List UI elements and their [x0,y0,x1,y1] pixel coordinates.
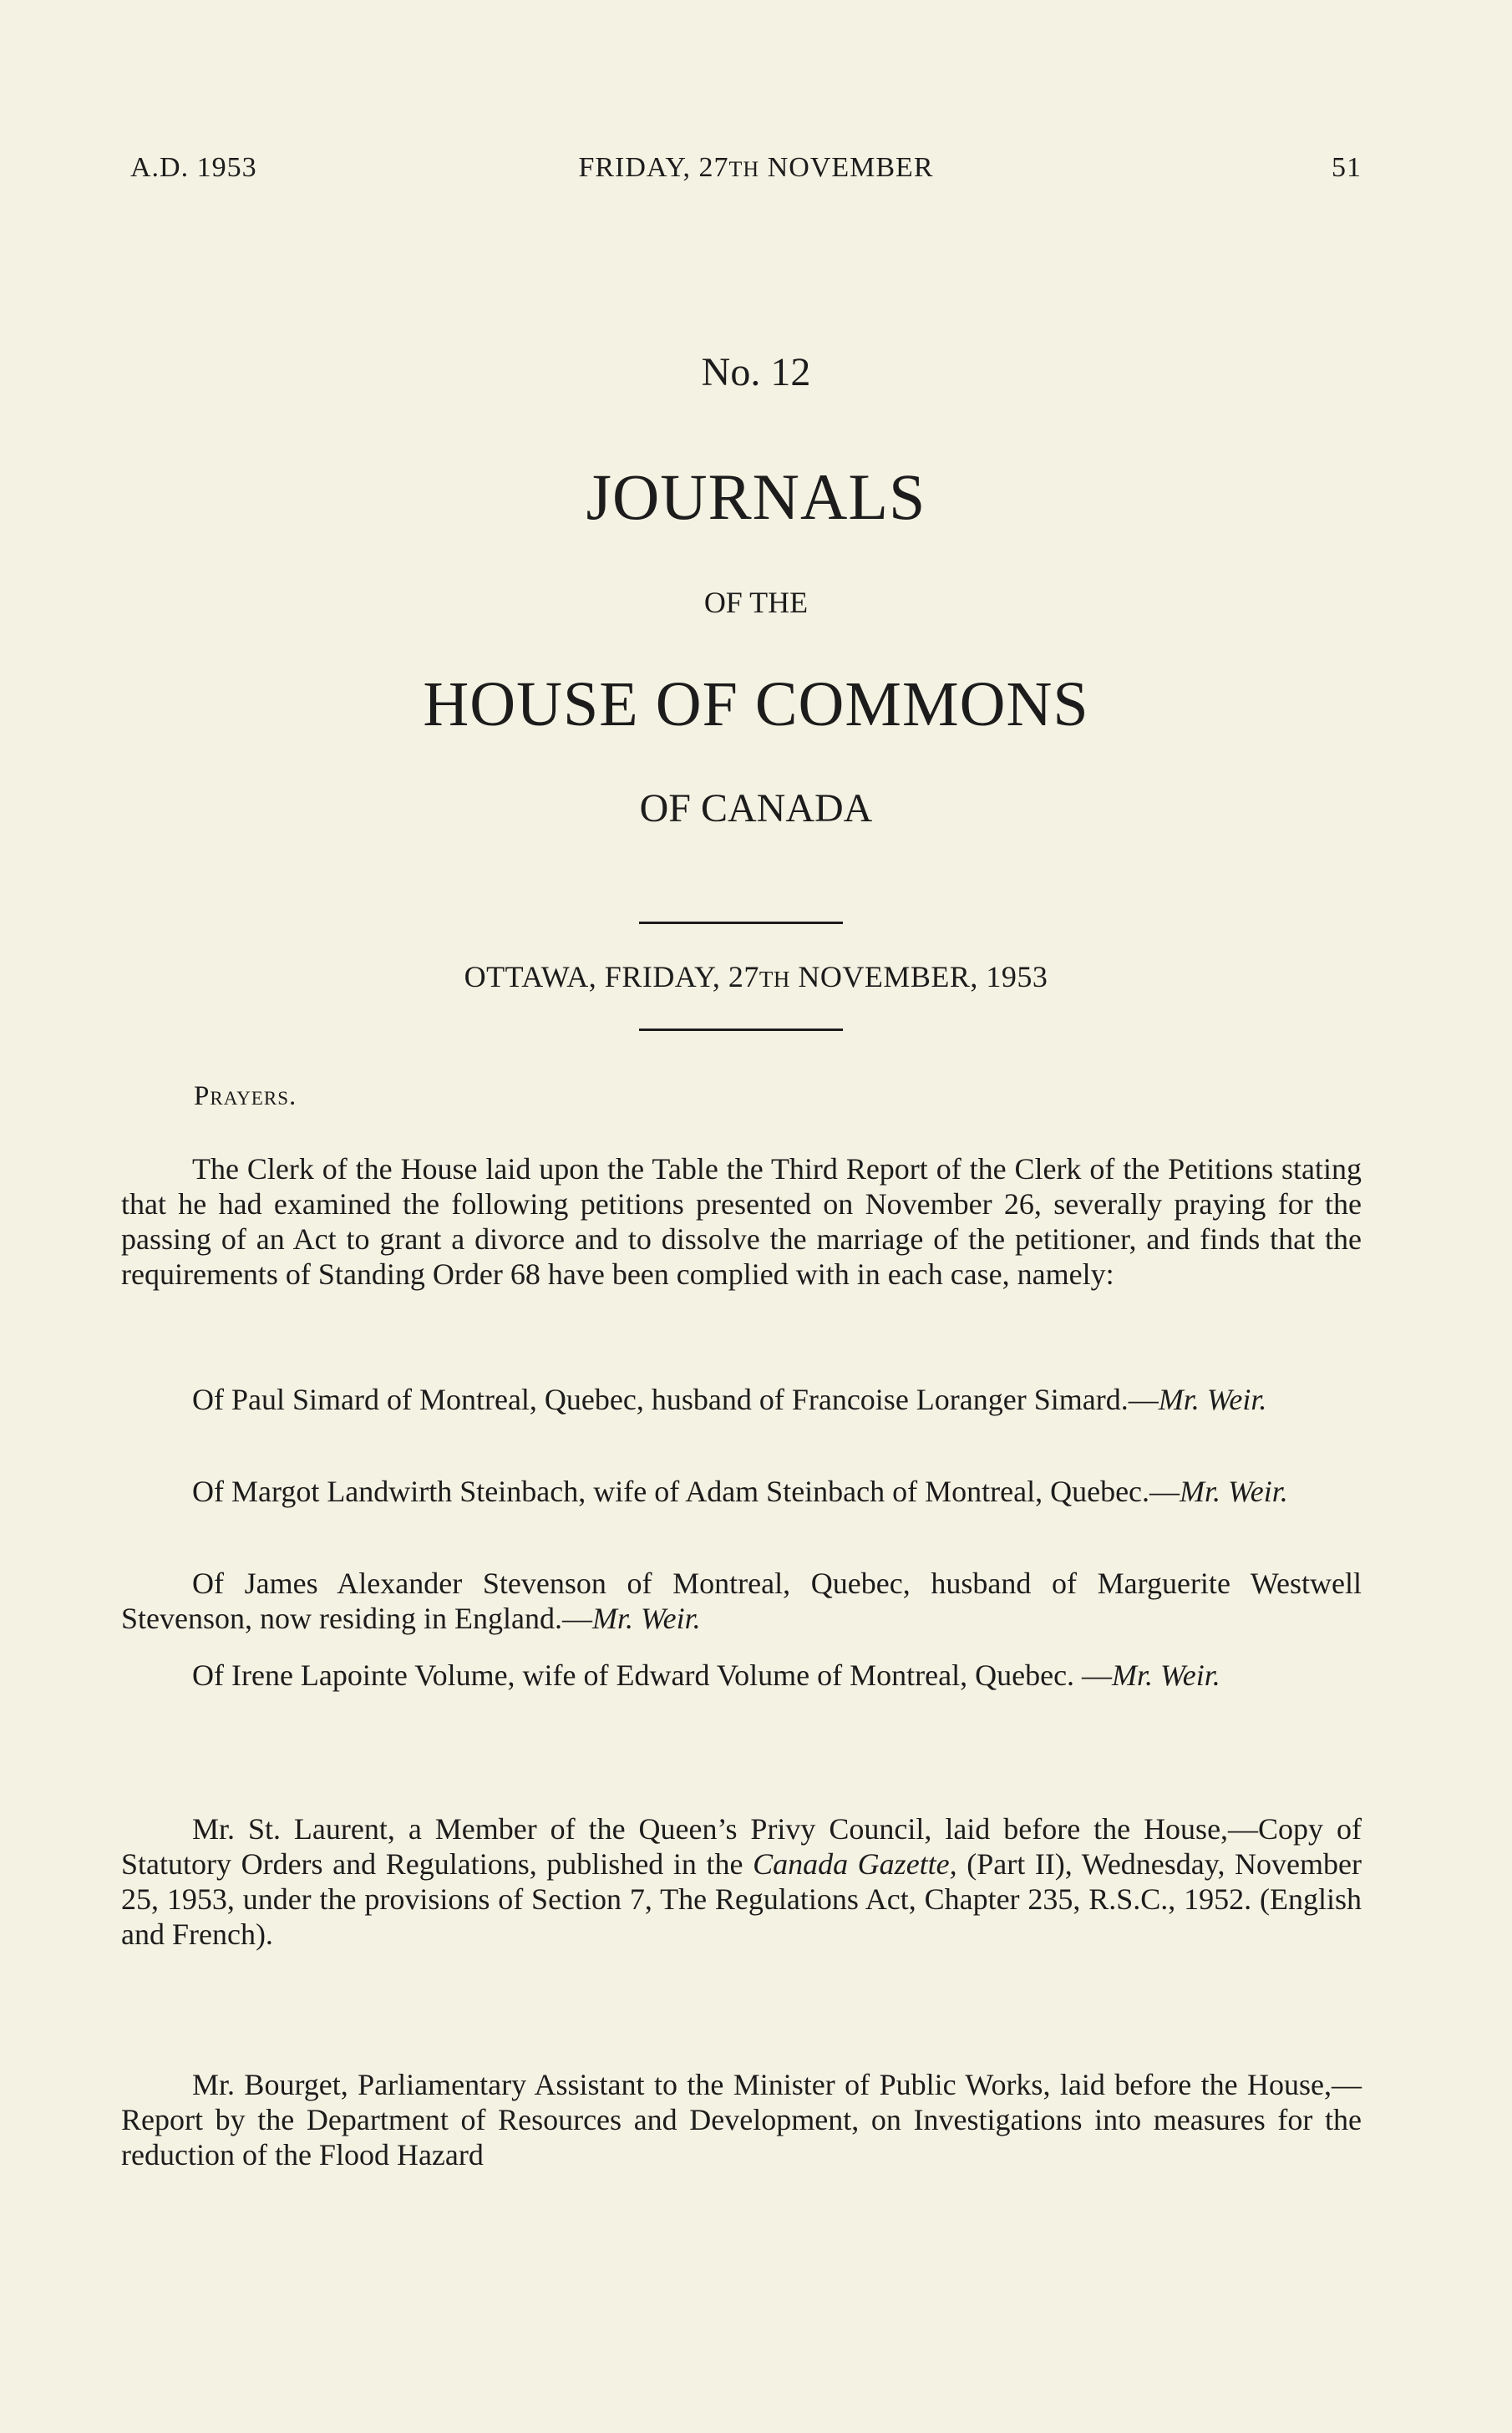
running-head-date-prefix: FRIDAY, 27 [578,152,729,183]
page-number: 51 [1332,152,1362,183]
st-laurent-paragraph [121,1811,1362,1952]
running-head-date [0,152,1512,184]
st-laurent-text-before: Mr. St. Laurent, a Member of the Queen’s Privy Council, laid before the House,—Copy of Statutory Orders and Regulations, published in the [121,1812,1362,1881]
prayers-heading: Prayers. [194,1081,297,1111]
petition-mover: Mr. Weir. [1112,1658,1220,1692]
petition-mover: Mr. Weir. [1180,1475,1288,1508]
of-the-label: OF THE [703,586,809,619]
petition-item [121,1382,1362,1417]
sitting-date-ordinal: TH [759,967,790,992]
clerk-report-paragraph [121,1151,1362,1292]
canada-gazette-title: Canada Gazette, [753,1847,957,1881]
sitting-date-prefix: OTTAWA, FRIDAY, 27 [464,960,759,993]
journals-title: JOURNALS [586,460,926,533]
of-canada-label: OF CANADA [639,786,873,830]
petition-item [121,1566,1362,1636]
bourget-text: Mr. Bourget, Parliamentary Assistant to the Minister of Public Works, laid before the House,—Report by the Department of Resources and Development, on Investigations into measures for the reduction of the Flood Hazard [121,2068,1362,2171]
petition-text: Of James Alexander Stevenson of Montreal, Quebec, husband of Marguerite Westwell Stevenson, now residing in England.— [121,1567,1362,1635]
petition-item [121,1474,1362,1509]
petition-mover: Mr. Weir. [1158,1383,1267,1416]
running-head-date-month: NOVEMBER [759,152,934,183]
issue-number: No. 12 [701,350,811,394]
running-head-date-ordinal: TH [728,157,760,181]
sitting-date-rest: NOVEMBER, 1953 [789,960,1048,993]
house-of-commons-title: HOUSE OF COMMONS [423,669,1089,739]
petition-text: Of Margot Landwirth Steinbach, wife of Adam Steinbach of Montreal, Quebec.— [192,1475,1180,1508]
petition-item [121,1658,1362,1693]
divider-rule-top [639,922,843,924]
petition-text: Of Irene Lapointe Volume, wife of Edward Volume of Montreal, Quebec. — [192,1658,1113,1692]
running-head [0,152,1512,194]
sitting-date [0,959,1512,994]
running-head-year: A.D. 1953 [130,152,257,183]
bourget-paragraph [121,2067,1362,2172]
petition-text: Of Paul Simard of Montreal, Quebec, husband of Francoise Loranger Simard.— [192,1383,1159,1416]
petition-mover: Mr. Weir. [591,1602,701,1635]
divider-rule-bottom [639,1029,843,1031]
st-laurent-text-after: (Part II), Wednesday, November 25, 1953, under the provisions of Section 7, The Regulations Act, Chapter 235, R.S.C., 1952. (English and French). [121,1847,1362,1951]
clerk-report-text: The Clerk of the House laid upon the Table the Third Report of the Clerk of the Petitions stating that he had examined the following petitions presented on November 26, severally praying for the passing of an Act to grant a divorce and to dissolve the marriage of the petitioner, and finds that the requirements of Standing Order 68 have been complied with in each case, namely: [121,1152,1362,1291]
